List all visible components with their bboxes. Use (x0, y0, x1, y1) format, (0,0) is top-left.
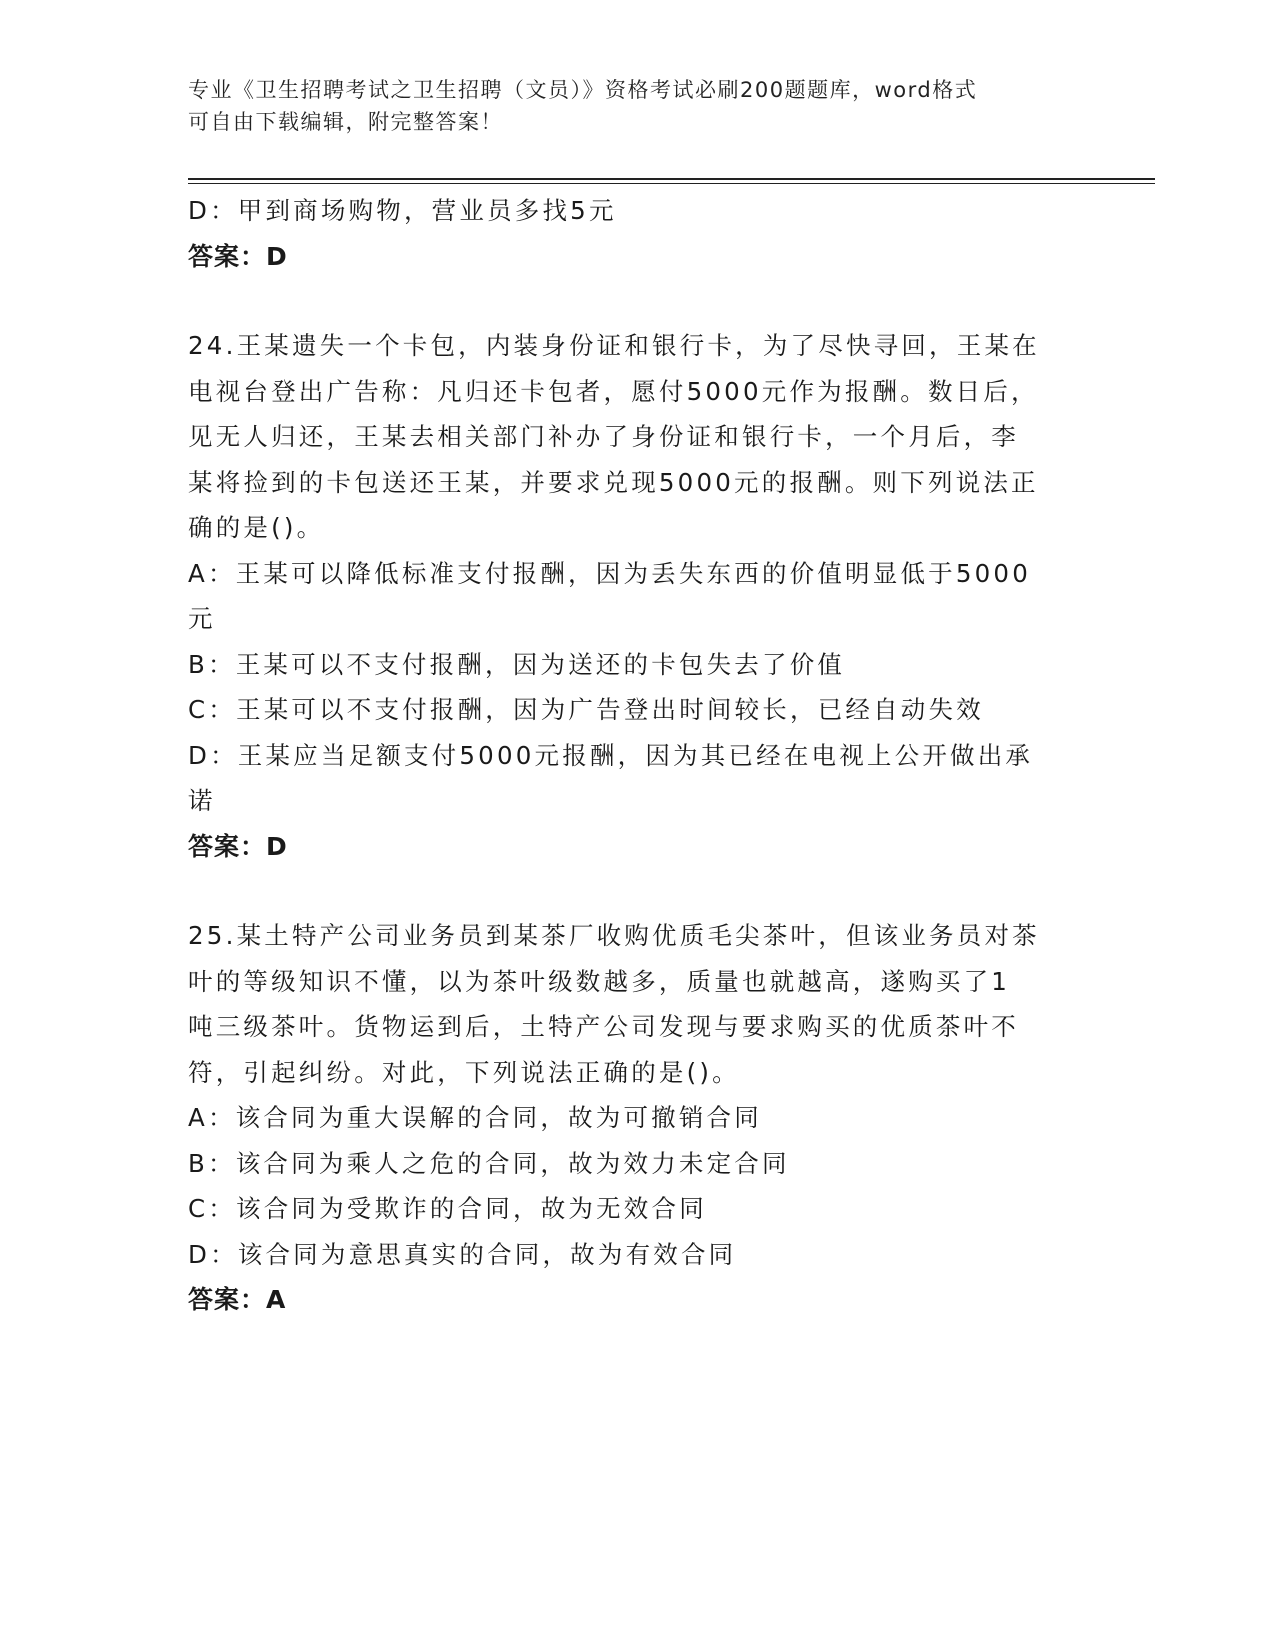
option-d: D：王某应当足额支付5000元报酬，因为其已经在电视上公开做出承 (188, 740, 1034, 770)
option-d-continued: 诺 (188, 786, 216, 815)
header-line-1: 专业《卫生招聘考试之卫生招聘（文员）》资格考试必刷200题题库，word格式 (188, 78, 978, 102)
previous-question-tail (188, 188, 1088, 279)
option-a: A：王某可以降低标准支付报酬，因为丢失东西的价值明显低于5000 (188, 558, 1032, 588)
question-24 (188, 323, 1088, 869)
option-b: B：该合同为乘人之危的合同，故为效力未定合同 (188, 1148, 790, 1178)
question-25 (188, 913, 1088, 1323)
question-stem-line: 吨三级茶叶。货物运到后，土特产公司发现与要求购买的优质茶叶不 (188, 1012, 1019, 1041)
question-stem-line: 电视台登出广告称：凡归还卡包者，愿付5000元作为报酬。数日后， (188, 376, 1039, 406)
option-b: B：王某可以不支付报酬，因为送还的卡包失去了价值 (188, 649, 846, 679)
question-stem-line: 25.某土特产公司业务员到某茶厂收购优质毛尖茶叶，但该业务员对茶 (188, 921, 1040, 950)
spacer (188, 279, 1088, 323)
option-a: A：该合同为重大误解的合同，故为可撤销合同 (188, 1103, 762, 1132)
question-stem-line: 见无人归还，王某去相关部门补办了身份证和银行卡，一个月后，李 (188, 422, 1019, 451)
header-line-2: 可自由下载编辑，附完整答案！ (188, 110, 503, 134)
spacer (188, 869, 1088, 913)
question-stem-line: 某将捡到的卡包送还王某，并要求兑现5000元的报酬。则下列说法正 (188, 467, 1039, 497)
question-stem-line: 叶的等级知识不懂，以为茶叶级数越多，质量也就越高，遂购买了1 (188, 966, 1011, 996)
option-d: D：该合同为意思真实的合同，故为有效合同 (188, 1239, 737, 1269)
question-stem-line: 确的是()。 (188, 513, 325, 542)
option-c: C：王某可以不支付报酬，因为广告登出时间较长，已经自动失效 (188, 695, 984, 724)
question-stem-line: 符，引起纠纷。对此，下列说法正确的是()。 (188, 1057, 740, 1087)
option-a-continued: 元 (188, 604, 216, 633)
option-d: D：甲到商场购物，营业员多找5元 (188, 196, 617, 225)
answer-line: 答案：D (188, 831, 288, 861)
document-body (188, 188, 1088, 1323)
question-stem-line: 24.王某遗失一个卡包，内装身份证和银行卡，为了尽快寻回，王某在 (188, 331, 1040, 360)
header-rule-thin (188, 183, 1155, 184)
header-rule-thick (188, 178, 1155, 180)
answer-line: 答案：A (188, 1285, 287, 1314)
option-c: C：该合同为受欺诈的合同，故为无效合同 (188, 1194, 707, 1223)
answer-line: 答案：D (188, 241, 288, 271)
page-header (188, 74, 1088, 138)
